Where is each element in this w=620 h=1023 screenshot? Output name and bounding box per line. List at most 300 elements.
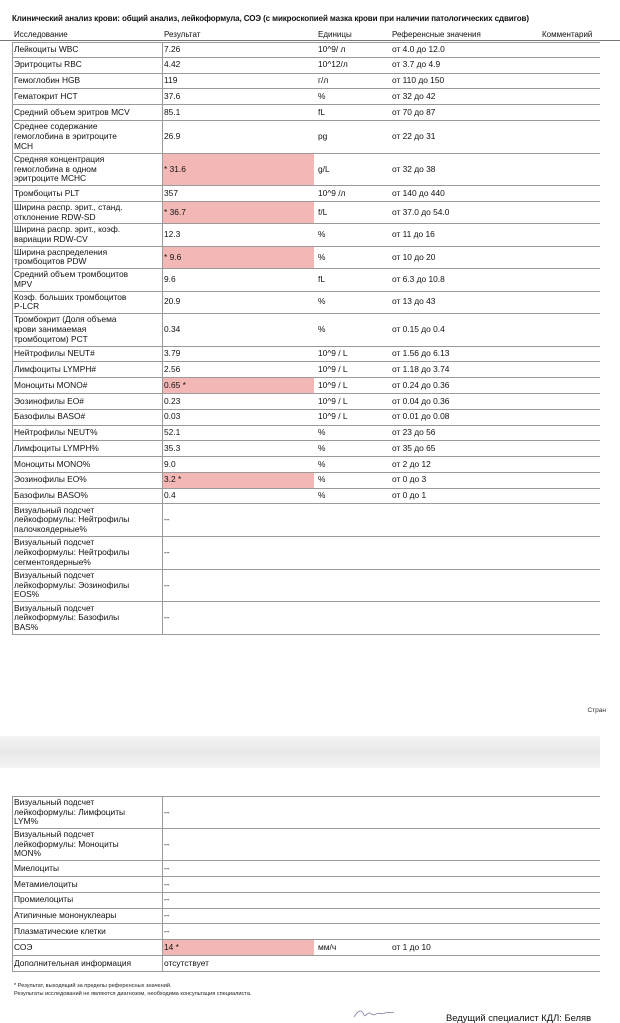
table-row	[12, 89, 600, 105]
result-value: 357	[164, 187, 178, 198]
test-name	[14, 362, 160, 377]
table-row	[12, 74, 600, 90]
comment	[542, 186, 600, 201]
test-name-line: MCH	[14, 140, 34, 151]
grid-line	[12, 42, 13, 635]
table-row	[12, 410, 600, 426]
table-row	[12, 457, 600, 473]
table-row	[12, 394, 600, 410]
test-name-line: крови занимаемая	[14, 323, 87, 334]
comment	[542, 473, 600, 488]
test-name-line: Визуальный подсчет	[14, 602, 95, 613]
reference-range: от 0.04 до 0.36	[392, 395, 450, 406]
test-name	[14, 797, 160, 828]
reference-range: от 32 до 38	[392, 163, 436, 174]
reference-range: от 0 до 1	[392, 490, 427, 501]
unit	[318, 537, 388, 569]
result-value: 12.3	[164, 229, 181, 240]
unit: %	[318, 229, 326, 240]
test-name-line: Ширина распр. эрит., станд.	[14, 202, 123, 213]
unit: 10^9 / L	[318, 379, 348, 390]
unit: g/L	[318, 163, 330, 174]
unit: 10^12/л	[318, 59, 348, 70]
unit: 10^9/ л	[318, 44, 346, 55]
result-value: 37.6	[164, 90, 181, 101]
table-row	[12, 441, 600, 457]
comment	[542, 956, 600, 971]
page-number: Стран	[587, 707, 606, 714]
comment	[542, 441, 600, 456]
result-value: 0.4	[164, 490, 176, 501]
unit	[318, 504, 388, 536]
unit: 10^9 /л	[318, 187, 346, 198]
table-row	[12, 956, 600, 972]
reference-range: от 0.01 до 0.08	[392, 411, 450, 422]
unit: 10^9 / L	[318, 395, 348, 406]
test-name-line: Лимфоциты LYMPH#	[14, 363, 97, 374]
result-value: --	[164, 806, 170, 817]
table-row	[12, 861, 600, 877]
test-name	[14, 829, 160, 861]
result-value: 0.34	[164, 323, 181, 334]
table-row	[12, 269, 600, 291]
test-name	[14, 43, 160, 57]
reference-range	[392, 956, 542, 971]
comment	[542, 410, 600, 425]
header-units: Единицы	[318, 30, 352, 39]
table-row	[12, 570, 600, 603]
test-name-line: Средний объем тромбоцитов	[14, 269, 129, 280]
test-name-line: Тромбокрит (Доля объема	[14, 314, 117, 325]
test-name	[14, 457, 160, 472]
result-value-flagged: 0.65 *	[162, 378, 314, 393]
unit: %	[318, 490, 326, 501]
test-name	[14, 347, 160, 362]
result-value: 52.1	[164, 427, 181, 438]
table-row	[12, 224, 600, 246]
test-name-line: Нейтрофилы NEUT#	[14, 348, 95, 359]
reference-range: от 0.24 до 0.36	[392, 379, 450, 390]
table-row	[12, 314, 600, 347]
comment	[542, 861, 600, 876]
comment	[542, 426, 600, 441]
result-value: --	[164, 579, 170, 590]
result-value: --	[164, 862, 170, 873]
test-name-line: LYM%	[14, 816, 39, 827]
unit	[318, 602, 388, 634]
comment	[542, 292, 600, 313]
test-name-line: Атипичные мононуклеары	[14, 910, 117, 921]
table-row	[12, 121, 600, 154]
comment	[542, 570, 600, 602]
page-break	[0, 736, 600, 768]
test-name-line: Ширина распр. эрит., коэф.	[14, 224, 121, 235]
test-name	[14, 292, 160, 313]
unit: fL	[318, 274, 325, 285]
comment	[542, 489, 600, 504]
test-name	[14, 426, 160, 441]
comment	[542, 224, 600, 245]
table-row	[12, 42, 600, 58]
comment	[542, 269, 600, 290]
reference-range: от 35 до 65	[392, 442, 436, 453]
comment	[542, 58, 600, 73]
test-name	[14, 378, 160, 393]
unit: 10^9 / L	[318, 363, 348, 374]
test-name	[14, 473, 160, 488]
result-value: 7.26	[164, 44, 181, 55]
test-name-line: лейкоформулы: Моноциты	[14, 838, 119, 849]
result-value: --	[164, 925, 170, 936]
test-name-line: Метамиелоциты	[14, 878, 78, 889]
test-name-line: палочкоядерные%	[14, 524, 87, 535]
comment	[542, 154, 600, 186]
table-row	[12, 877, 600, 893]
unit	[318, 924, 388, 939]
comment	[542, 394, 600, 409]
test-name-line: MON%	[14, 848, 41, 859]
reference-range	[392, 602, 542, 634]
table-row	[12, 202, 600, 224]
table-row	[12, 504, 600, 537]
test-name-line: MPV	[14, 278, 33, 289]
test-name-line: Промиелоциты	[14, 894, 74, 905]
result-value: --	[164, 910, 170, 921]
result-value-flagged: 3.2 *	[162, 473, 314, 488]
reference-range	[392, 861, 542, 876]
unit	[318, 877, 388, 892]
comment	[542, 909, 600, 924]
result-value: --	[164, 838, 170, 849]
reference-range: от 0.15 до 0.4	[392, 323, 445, 334]
table-row	[12, 909, 600, 925]
test-name	[14, 861, 160, 876]
footnote-disclaimer: Результаты исследований не являются диагнозом, необходима консультация специалиста.	[14, 991, 252, 997]
grid-line	[162, 42, 163, 635]
results-table-page-1	[12, 42, 600, 635]
test-name	[14, 570, 160, 602]
test-name-line: EOS%	[14, 589, 40, 600]
comment	[542, 829, 600, 861]
test-name-line: лейкоформулы: Эозинофилы	[14, 579, 130, 590]
result-value-flagged: 14 *	[162, 940, 314, 955]
result-value: --	[164, 878, 170, 889]
result-value: 2.56	[164, 363, 181, 374]
test-name	[14, 394, 160, 409]
test-name-line: Эозинофилы EO%	[14, 474, 87, 485]
test-name-line: гемоглобина в одном	[14, 163, 97, 174]
result-value: 0.23	[164, 395, 181, 406]
header-reference: Референсные значения	[392, 30, 481, 39]
test-name-line: Средняя концентрация	[14, 153, 105, 164]
unit	[318, 829, 388, 861]
test-name	[14, 269, 160, 290]
comment	[542, 74, 600, 89]
result-value: --	[164, 547, 170, 558]
test-name-line: Визуальный подсчет	[14, 504, 95, 515]
unit	[318, 570, 388, 602]
test-name	[14, 58, 160, 73]
comment	[542, 121, 600, 153]
reference-range	[392, 570, 542, 602]
result-value-flagged: * 36.7	[162, 202, 314, 223]
header-comment: Комментарий	[542, 30, 593, 39]
signature	[352, 1006, 396, 1020]
test-name-line: Эозинофилы EO#	[14, 395, 84, 406]
test-name-line: СОЭ	[14, 941, 33, 952]
table-row	[12, 58, 600, 74]
test-name-line: Визуальный подсчет	[14, 796, 95, 807]
test-name	[14, 489, 160, 504]
test-name	[14, 74, 160, 89]
unit: %	[318, 427, 326, 438]
table-row	[12, 796, 600, 829]
test-name-line: Миелоциты	[14, 862, 60, 873]
comment	[542, 89, 600, 104]
test-name-line: Нейтрофилы NEUT%	[14, 427, 98, 438]
unit: %	[318, 90, 326, 101]
reference-range: от 1.56 до 6.13	[392, 348, 450, 359]
unit: %	[318, 251, 326, 262]
unit: мм/ч	[318, 941, 337, 952]
test-name	[14, 956, 160, 971]
reference-range: от 70 до 87	[392, 106, 436, 117]
test-name	[14, 202, 160, 223]
comment	[542, 797, 600, 828]
test-name	[14, 909, 160, 924]
test-name	[14, 893, 160, 908]
table-row	[12, 489, 600, 505]
result-value: 0.03	[164, 411, 181, 422]
unit: %	[318, 442, 326, 453]
test-name-line: Ширина распределения	[14, 246, 108, 257]
footnotes	[14, 982, 252, 998]
test-name-line: Лейкоциты WBC	[14, 44, 79, 55]
test-name-line: Средний объем эритров MCV	[14, 106, 130, 117]
comment	[542, 893, 600, 908]
reference-range: от 6.3 до 10.8	[392, 274, 445, 285]
comment	[542, 537, 600, 569]
test-name-line: эритроците MCHC	[14, 173, 87, 184]
test-name-line: Визуальный подсчет	[14, 537, 95, 548]
comment	[542, 940, 600, 955]
result-value: 85.1	[164, 106, 181, 117]
test-name-line: лейкоформулы: Нейтрофилы	[14, 547, 130, 558]
table-row	[12, 247, 600, 269]
signer-name: Ведущий специалист КДЛ: Беляв	[446, 1012, 592, 1023]
test-name-line: Гематокрит HCT	[14, 90, 78, 101]
results-table-page-2	[12, 796, 600, 972]
unit	[318, 797, 388, 828]
reference-range: от 1 до 10	[392, 941, 431, 952]
result-value: 119	[164, 75, 178, 86]
unit	[318, 909, 388, 924]
result-value: 20.9	[164, 296, 181, 307]
table-row	[12, 940, 600, 956]
unit: %	[318, 458, 326, 469]
reference-range	[392, 797, 542, 828]
unit: %	[318, 474, 326, 485]
test-name-line: Среднее содержание	[14, 121, 98, 132]
reference-range: от 140 до 440	[392, 187, 445, 198]
comment	[542, 202, 600, 223]
result-value: --	[164, 612, 170, 623]
test-name-line: Плазматические клетки	[14, 925, 106, 936]
comment	[542, 877, 600, 892]
comment	[542, 504, 600, 536]
result-value-flagged: * 31.6	[162, 154, 314, 186]
test-name-line: гемоглобина в эритроците	[14, 130, 117, 141]
table-header	[0, 30, 620, 41]
result-value: 26.9	[164, 130, 181, 141]
table-row	[12, 537, 600, 570]
header-test: Исследование	[14, 30, 68, 39]
table-row	[12, 362, 600, 378]
test-name-line: Моноциты MONO%	[14, 458, 91, 469]
unit: 10^9 / L	[318, 411, 348, 422]
unit	[318, 861, 388, 876]
table-row	[12, 924, 600, 940]
table-row	[12, 154, 600, 187]
test-name	[14, 89, 160, 104]
test-name-line: тромбоцитов PDW	[14, 256, 87, 267]
test-name	[14, 121, 160, 153]
unit	[318, 956, 388, 971]
reference-range: от 37.0 до 54.0	[392, 206, 450, 217]
test-name	[14, 877, 160, 892]
reference-range	[392, 924, 542, 939]
table-row	[12, 602, 600, 635]
comment	[542, 105, 600, 120]
reference-range	[392, 829, 542, 861]
test-name	[14, 924, 160, 939]
test-name	[14, 154, 160, 186]
test-name-line: Гемоглобин HGB	[14, 75, 81, 86]
test-name-line: Лимфоциты LYMPH%	[14, 442, 99, 453]
reference-range: от 32 до 42	[392, 90, 436, 101]
comment	[542, 314, 600, 346]
test-name	[14, 224, 160, 245]
unit: %	[318, 323, 326, 334]
test-name-line: Эритроциты RBC	[14, 59, 82, 70]
result-value-flagged: * 9.6	[162, 247, 314, 268]
result-value: --	[164, 894, 170, 905]
reference-range: от 11 до 16	[392, 229, 435, 240]
test-name-line: BAS%	[14, 621, 39, 632]
grid-line	[12, 796, 13, 972]
test-name	[14, 186, 160, 201]
table-row	[12, 378, 600, 394]
unit: 10^9 / L	[318, 348, 348, 359]
reference-range: от 110 до 150	[392, 75, 445, 86]
table-row	[12, 829, 600, 862]
result-value: 35.3	[164, 442, 181, 453]
test-name-line: отклонение RDW-SD	[14, 211, 96, 222]
comment	[542, 378, 600, 393]
test-name	[14, 504, 160, 536]
test-name-line: лейкоформулы: Лимфоциты	[14, 806, 126, 817]
table-row	[12, 893, 600, 909]
table-row	[12, 426, 600, 442]
result-value: 9.0	[164, 458, 176, 469]
reference-range	[392, 504, 542, 536]
test-name-line: Коэф. больших тромбоцитов	[14, 291, 127, 302]
reference-range: от 1.18 до 3.74	[392, 363, 450, 374]
grid-line	[162, 796, 163, 972]
report-title: Клинический анализ крови: общий анализ, лейкоформула, СОЭ (с микроскопией мазка крови при наличии патологических сдвигов)	[12, 14, 529, 23]
reference-range: от 10 до 20	[392, 251, 436, 262]
reference-range: от 22 до 31	[392, 130, 436, 141]
comment	[542, 43, 600, 57]
reference-range	[392, 877, 542, 892]
header-result: Результат	[164, 30, 201, 39]
table-row	[12, 473, 600, 489]
test-name	[14, 247, 160, 268]
table-row	[12, 292, 600, 314]
result-value: 4.42	[164, 59, 181, 70]
test-name	[14, 441, 160, 456]
test-name-line: Базофилы BASO#	[14, 411, 86, 422]
test-name	[14, 602, 160, 634]
table-row	[12, 347, 600, 363]
test-name-line: Базофилы BASO%	[14, 490, 88, 501]
test-name-line: вариации RDW-CV	[14, 234, 88, 245]
test-name-line: лейкоформулы: Базофилы	[14, 612, 120, 623]
reference-range	[392, 893, 542, 908]
unit: f/L	[318, 206, 328, 217]
unit	[318, 893, 388, 908]
test-name	[14, 314, 160, 346]
comment	[542, 602, 600, 634]
test-name-line: Моноциты MONO#	[14, 379, 88, 390]
test-name-line: Визуальный подсчет	[14, 829, 95, 839]
test-name	[14, 537, 160, 569]
reference-range: от 3.7 до 4.9	[392, 59, 441, 70]
test-name	[14, 105, 160, 120]
reference-range: от 4.0 до 12.0	[392, 44, 445, 55]
reference-range: от 23 до 56	[392, 427, 436, 438]
test-name	[14, 940, 160, 955]
result-value: 3.79	[164, 348, 181, 359]
unit: pg	[318, 130, 328, 141]
result-value: отсутствует	[164, 957, 209, 968]
test-name-line: лейкоформулы: Нейтрофилы	[14, 514, 130, 525]
comment	[542, 924, 600, 939]
test-name-line: Дополнительная информация	[14, 957, 132, 968]
reference-range	[392, 537, 542, 569]
test-name	[14, 410, 160, 425]
test-name-line: Тромбоциты PLT	[14, 187, 80, 198]
result-value: 9.6	[164, 274, 176, 285]
result-value: --	[164, 514, 170, 525]
comment	[542, 362, 600, 377]
reference-range	[392, 909, 542, 924]
test-name-line: P-LCR	[14, 301, 40, 312]
unit: г/л	[318, 75, 329, 86]
footnote-flag: * Результат, выходящий за пределы референсных значений.	[14, 983, 172, 989]
comment	[542, 247, 600, 268]
reference-range: от 0 до 3	[392, 474, 427, 485]
test-name-line: Визуальный подсчет	[14, 570, 95, 581]
unit: %	[318, 296, 326, 307]
comment	[542, 347, 600, 362]
reference-range: от 13 до 43	[392, 296, 436, 307]
test-name-line: тромбоцитом) PCT	[14, 333, 88, 344]
reference-range: от 2 до 12	[392, 458, 431, 469]
table-row	[12, 186, 600, 202]
comment	[542, 457, 600, 472]
unit: fL	[318, 106, 325, 117]
